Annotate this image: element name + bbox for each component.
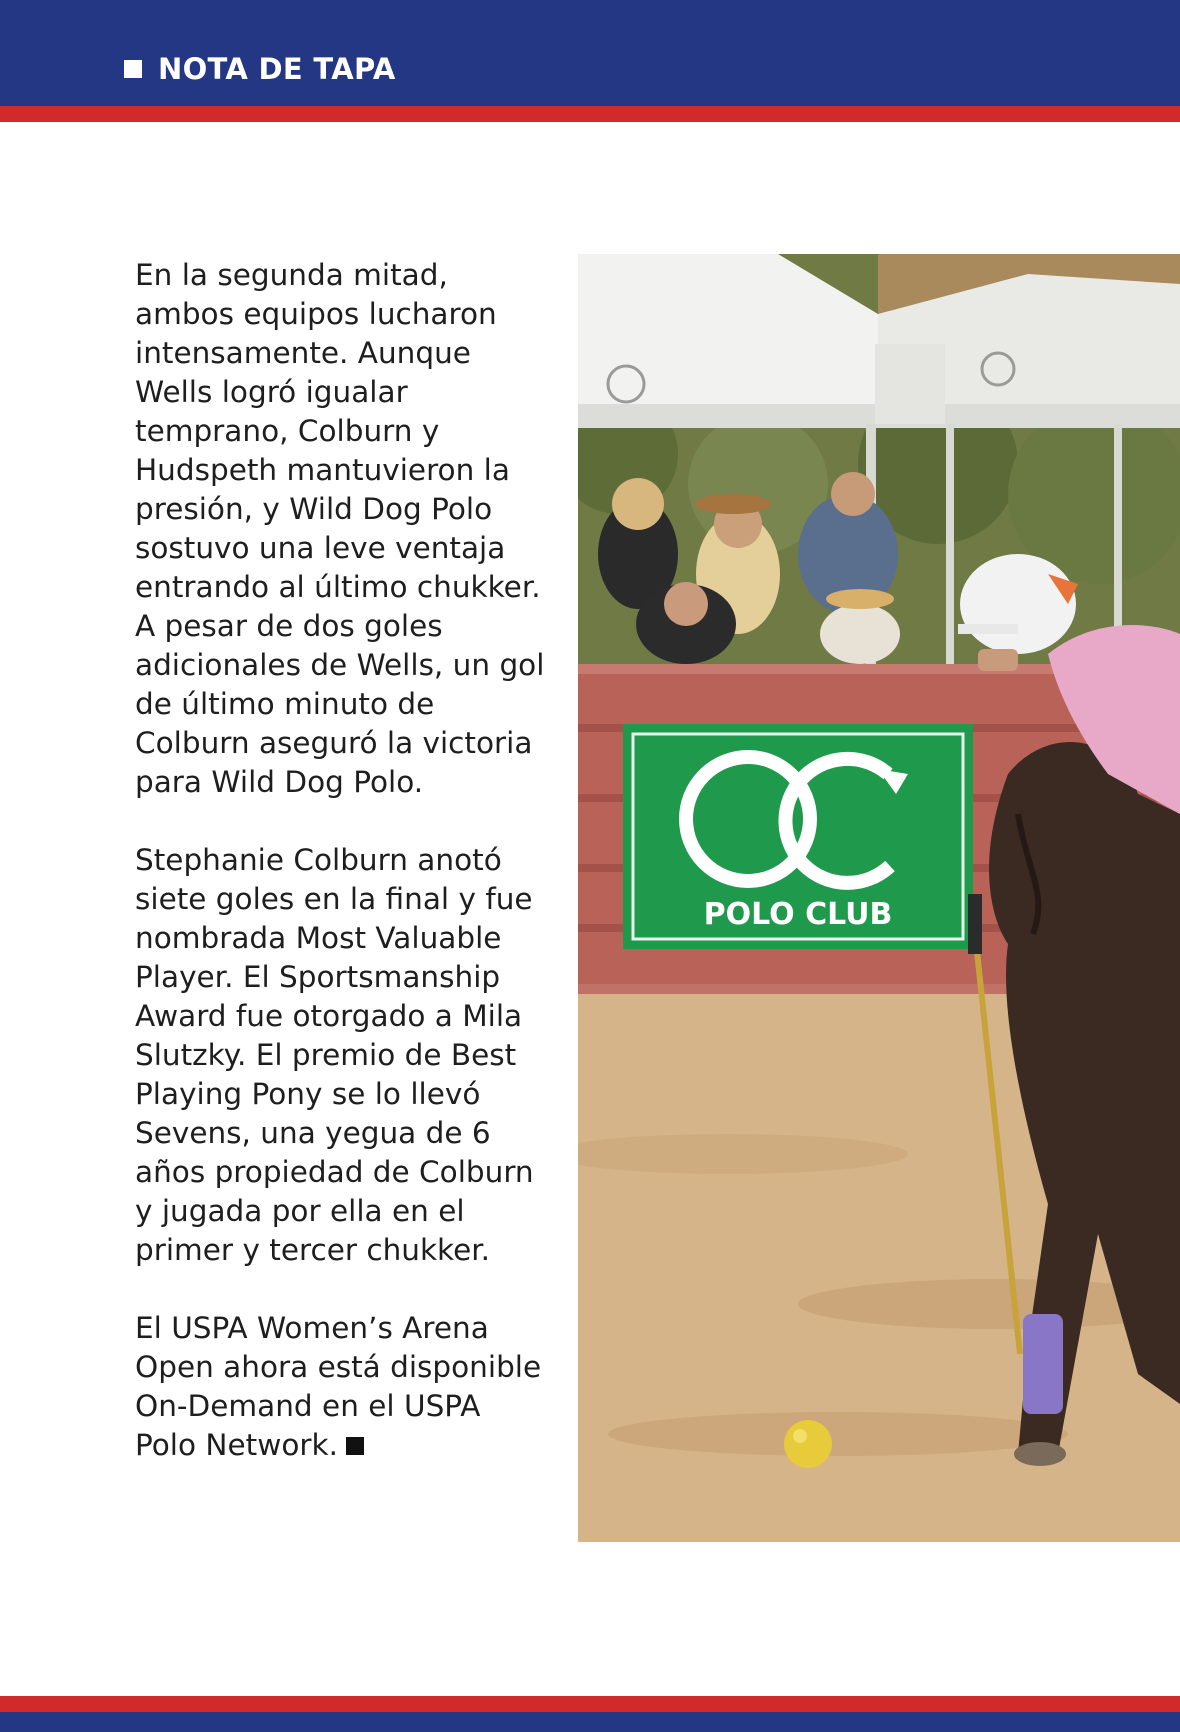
section-label-text: NOTA DE TAPA [158, 52, 396, 86]
banner-text: POLO CLUB [703, 897, 893, 932]
footer-stripe [0, 1696, 1180, 1712]
article-body [135, 256, 545, 1504]
footer-band [0, 1712, 1180, 1732]
header-stripe [0, 106, 1180, 122]
polo-photo [578, 254, 1180, 1542]
end-of-article-icon [346, 1437, 364, 1455]
section-label [124, 52, 396, 86]
article-paragraph-2: Stephanie Colburn anotó siete goles en la final y fue nombrada Most Valuable Player. El Sportsmanship Award fue otorgado a Mila Slutzky. El premio de Best Playing Pony se lo llevó Sevens, una yegua de 6 años propiedad de Colburn y jugada por ella en el primer y tercer chukker. [135, 843, 534, 1267]
article-paragraph-1: En la segunda mitad, ambos equipos lucharon intensamente. Aunque Wells logró igualar temprano, Colburn y Hudspeth mantuvieron la presión, y Wild Dog Polo sostuvo una leve ventaja entrando al último chukker. A pesar de dos goles adicionales de Wells, un gol de último minuto de Colburn aseguró la victoria para Wild Dog Polo. [135, 258, 545, 799]
article-paragraph-3 [135, 1309, 545, 1465]
polo-photo-illustration [578, 254, 1180, 1542]
bullet-square-icon [124, 60, 142, 78]
article-paragraph-3-text: El USPA Women’s Arena Open ahora está disponible On-Demand en el USPA Polo Network. [135, 1311, 542, 1462]
